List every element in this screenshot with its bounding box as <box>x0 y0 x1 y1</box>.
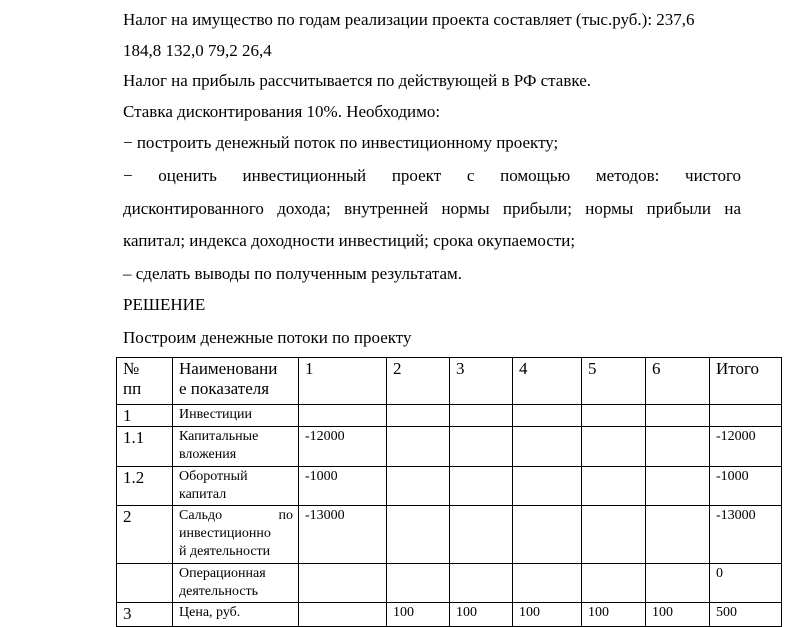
row-num: 1.1 <box>117 427 173 467</box>
cell-year-5: 100 <box>582 603 646 627</box>
cell-year-1: -13000 <box>299 506 387 564</box>
text-line-discount-rate: Ставка дисконтирования 10%. Необходимо: <box>123 102 441 121</box>
text-line-task-3: – сделать выводы по полученным результатам. <box>123 264 463 283</box>
cell-year-3 <box>450 467 513 506</box>
row-num: 3 <box>117 603 173 627</box>
row-num: 1.2 <box>117 467 173 506</box>
cell-year-3 <box>450 405 513 427</box>
table-row <box>117 564 782 603</box>
text-line-task-1: − построить денежный поток по инвестиционному проекту; <box>123 133 559 152</box>
table-row <box>117 405 782 427</box>
cell-year-3 <box>450 564 513 603</box>
cell-total: 0 <box>710 564 782 603</box>
cell-total: -12000 <box>710 427 782 467</box>
cell-year-4 <box>513 506 582 564</box>
header-year-4: 4 <box>513 358 582 405</box>
cell-year-4 <box>513 564 582 603</box>
header-num: № пп <box>117 358 173 405</box>
text-line-task-2-end: капитал; индекса доходности инвестиций; срока окупаемости; <box>123 231 576 250</box>
cell-year-2: 100 <box>387 603 450 627</box>
header-year-5: 5 <box>582 358 646 405</box>
header-name: Наименовани е показателя <box>173 358 299 405</box>
cell-year-5 <box>582 427 646 467</box>
cell-year-6 <box>646 467 710 506</box>
cell-total: -1000 <box>710 467 782 506</box>
header-year-2: 2 <box>387 358 450 405</box>
cell-year-3: 100 <box>450 603 513 627</box>
row-num <box>117 564 173 603</box>
cell-year-5 <box>582 467 646 506</box>
text-line-task-2: − оценить инвестиционный проект с помощью методов: чистого <box>123 166 741 185</box>
table-row <box>117 506 782 564</box>
section-heading: РЕШЕНИЕ <box>123 295 206 314</box>
row-name: Инвестиции <box>173 405 299 427</box>
table-row <box>117 427 782 467</box>
cell-year-5 <box>582 405 646 427</box>
cell-year-6 <box>646 427 710 467</box>
table-header-row <box>117 358 782 405</box>
cell-year-4 <box>513 427 582 467</box>
row-name: Операционная деятельность <box>173 564 299 603</box>
cell-year-1 <box>299 603 387 627</box>
cell-year-1: -12000 <box>299 427 387 467</box>
text-line-task-2-cont: дисконтированного дохода; внутренней нормы прибыли; нормы прибыли на <box>123 199 741 218</box>
cell-year-6 <box>646 564 710 603</box>
row-num: 2 <box>117 506 173 564</box>
cell-year-4 <box>513 405 582 427</box>
row-name: Цена, руб. <box>173 603 299 627</box>
cell-year-4 <box>513 467 582 506</box>
row-name: Оборотный капитал <box>173 467 299 506</box>
table-caption: Построим денежные потоки по проекту <box>123 328 412 347</box>
cell-year-2 <box>387 405 450 427</box>
cell-total: -13000 <box>710 506 782 564</box>
cell-year-2 <box>387 506 450 564</box>
cell-year-6 <box>646 506 710 564</box>
header-total: Итого <box>710 358 782 405</box>
cell-year-3 <box>450 506 513 564</box>
cell-year-1 <box>299 405 387 427</box>
cell-year-6: 100 <box>646 603 710 627</box>
cash-flow-table <box>116 357 782 627</box>
table-row <box>117 603 782 627</box>
cell-total: 500 <box>710 603 782 627</box>
row-name: Капитальные вложения <box>173 427 299 467</box>
cell-year-3 <box>450 427 513 467</box>
cell-year-6 <box>646 405 710 427</box>
header-year-3: 3 <box>450 358 513 405</box>
cell-year-2 <box>387 564 450 603</box>
cell-total <box>710 405 782 427</box>
cell-year-5 <box>582 564 646 603</box>
table-row <box>117 467 782 506</box>
cell-year-1: -1000 <box>299 467 387 506</box>
text-line-profit-tax: Налог на прибыль рассчитывается по действующей в РФ ставке. <box>123 71 592 90</box>
row-name: Сальдо по инвестиционно й деятельности <box>173 506 299 564</box>
cell-year-2 <box>387 427 450 467</box>
cell-year-2 <box>387 467 450 506</box>
header-year-1: 1 <box>299 358 387 405</box>
header-year-6: 6 <box>646 358 710 405</box>
text-line-property-tax-values: 184,8 132,0 79,2 26,4 <box>123 41 272 60</box>
cell-year-1 <box>299 564 387 603</box>
row-num: 1 <box>117 405 173 427</box>
cell-year-4: 100 <box>513 603 582 627</box>
text-line-property-tax: Налог на имущество по годам реализации проекта составляет (тыс.руб.): 237,6 <box>123 10 695 29</box>
cell-year-5 <box>582 506 646 564</box>
